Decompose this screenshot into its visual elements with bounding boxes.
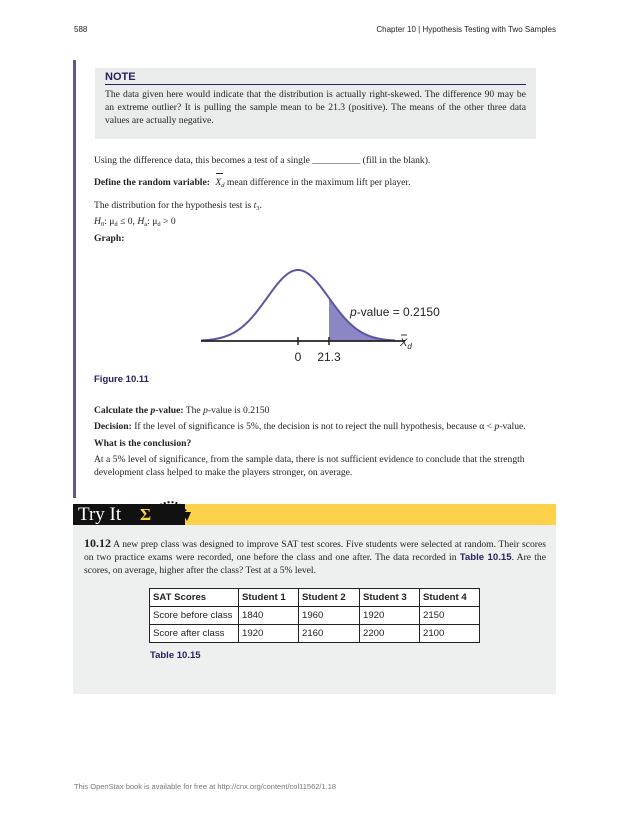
table-cell: 1960 [299, 607, 360, 625]
table-reference-link[interactable]: Table 10.15 [459, 552, 512, 563]
note-box [95, 68, 536, 139]
decision-line: Decision: If the level of significance is 5%, the decision is not to reject the null hypothesis, because α < p-value. [94, 421, 526, 432]
note-body: The data given here would indicate that the distribution is actually right-skewed. The difference 90 may be an extreme outlier? It is pulling the sample mean to be 21.3 (positive). The means of the other three data values are actually negative. [105, 89, 526, 126]
example-sidebar-bar [73, 60, 76, 498]
conclusion-label: What is the conclusion? [94, 438, 192, 449]
table-header: Student 1 [239, 589, 299, 607]
page-number: 588 [74, 25, 88, 34]
chapter-title: Chapter 10 | Hypothesis Testing with Two Samples [376, 25, 556, 34]
axis-symbol: $X_d$ [400, 337, 412, 351]
note-title: NOTE [105, 71, 526, 85]
table-header: SAT Scores [150, 589, 239, 607]
table-cell: 1920 [239, 625, 299, 643]
table-cell: 2150 [420, 607, 480, 625]
hypotheses-line: $H_0$: $\mu_d \le 0$, $H_a$: $\mu_d > 0$ [94, 216, 176, 228]
footer-note: This OpenStax book is available for free at http://cnx.org/content/col11562/1.18 [74, 782, 337, 791]
try-it-exercise: 10.12 A new prep class was designed to improve SAT test scores. Five students were selected at random. Their scores on two practice exams were recorded, one before the class and one after. The data recorded in Table 10.15. Are the scores, on average, higher after the class? Test at a 5% level. [84, 536, 546, 576]
tick-label-zero: 0 [294, 350, 302, 364]
try-it-label: Try It [73, 504, 185, 525]
pvalue-label: p-value = 0.2150 [350, 305, 440, 319]
table-header: Student 2 [299, 589, 360, 607]
conclusion-text: At a 5% level of significance, from the sample data, there is not sufficient evidence to conclude that the strength development class helped to make the players stronger, on average. [94, 454, 525, 478]
random-variable-line [94, 176, 539, 192]
dotted-arrow-icon [158, 497, 194, 525]
table-cell: 1920 [360, 607, 420, 625]
calculate-pvalue-line: Calculate the p-value: The p-value is 0.2150 [94, 405, 270, 416]
tick-label-value: 21.3 [317, 350, 341, 364]
random-variable-text: mean difference in the maximum lift per player. [226, 177, 411, 188]
fill-in-paragraph: Using the difference data, this becomes a test of a single __________ (fill in the blank). [94, 155, 431, 166]
distribution-line: The distribution for the hypothesis test is $t_3$. [94, 200, 262, 212]
table-cell: 2160 [299, 625, 360, 643]
sat-scores-table [149, 588, 480, 643]
graph-label: Graph: [94, 233, 125, 244]
pvalue-distribution-graph [195, 255, 445, 365]
figure-caption: Figure 10.11 [94, 374, 149, 385]
exercise-number: 10.12 [84, 536, 111, 550]
table-row [150, 607, 480, 625]
table-cell: Score after class [150, 625, 239, 643]
table-cell: Score before class [150, 607, 239, 625]
table-cell: 2100 [420, 625, 480, 643]
table-cell: 2200 [360, 625, 420, 643]
table-header: Student 3 [360, 589, 420, 607]
xbar-symbol: $X_d$ [215, 176, 224, 192]
random-variable-label: Define the random variable: [94, 177, 210, 188]
table-row [150, 625, 480, 643]
table-cell: 1840 [239, 607, 299, 625]
table-header-row [150, 589, 480, 607]
sigma-icon: Σ [140, 505, 152, 524]
table-caption: Table 10.15 [150, 650, 201, 661]
table-header: Student 4 [420, 589, 480, 607]
